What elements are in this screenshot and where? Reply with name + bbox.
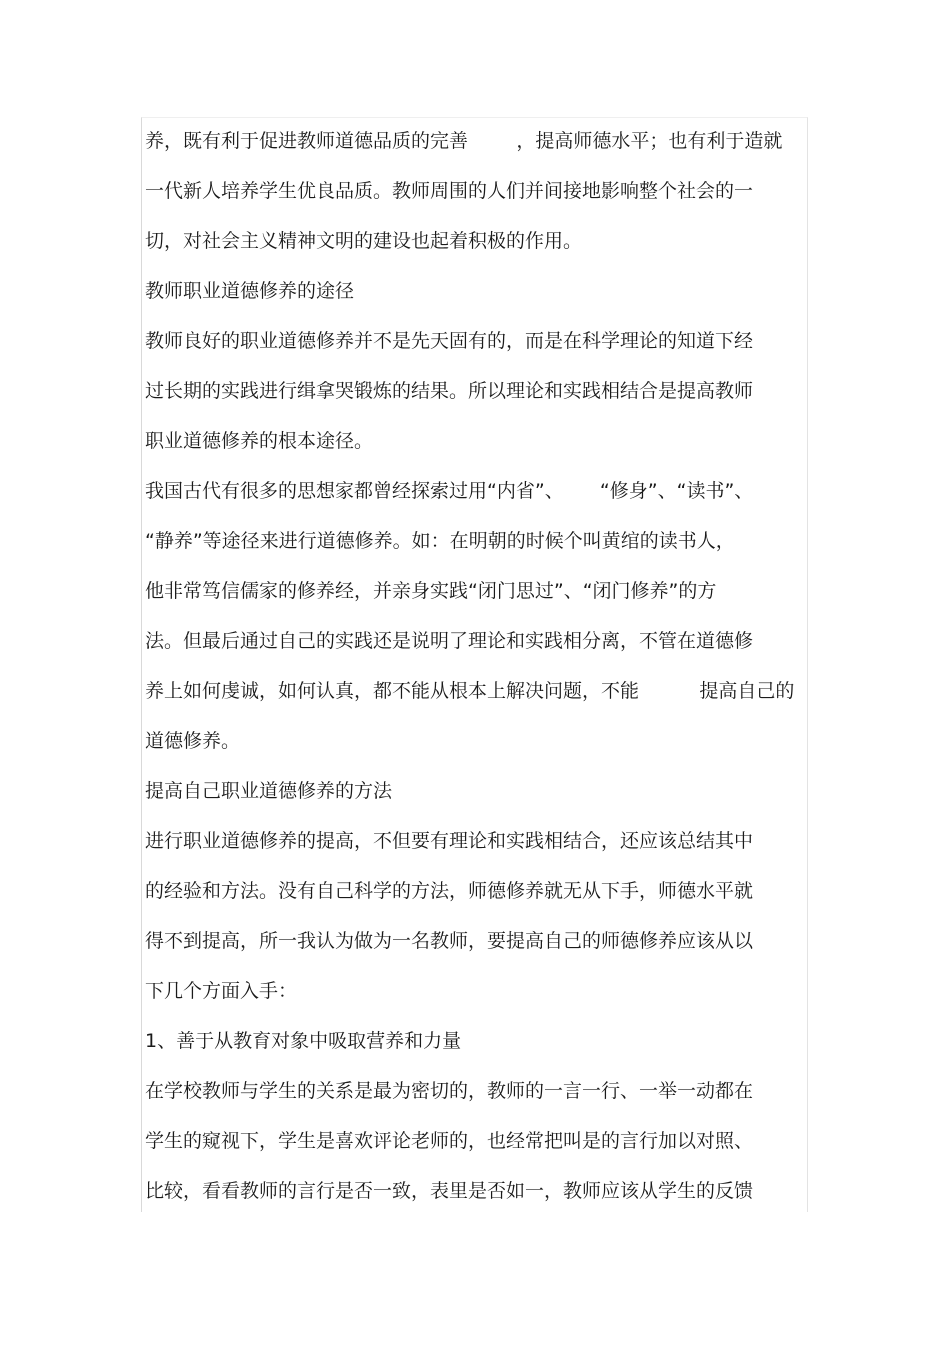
paragraph-line: 道德修养。 [145,730,241,752]
paragraph-line: 学生的窥视下，学生是喜欢评论老师的，也经常把叫是的言行加以对照、 [145,1130,754,1152]
paragraph-line: 切，对社会主义精神文明的建设也起着积极的作用。 [145,230,583,252]
paragraph-line: 一代新人培养学生优良品质。教师周围的人们并间接地影响整个社会的一 [145,180,754,202]
paragraph-line: 法。但最后通过自己的实践还是说明了理论和实践相分离，不管在道德修 [145,630,754,652]
paragraph-line: 他非常笃信儒家的修养经，并亲身实践“闭门思过”、“闭门修养”的方 [145,580,717,602]
paragraph-line: 进行职业道德修养的提高，不但要有理论和实践相结合，还应该总结其中 [145,830,754,852]
paragraph-line: 养上如何虔诚，如何认真，都不能从根本上解决问题，不能 提高自己的 [145,680,795,702]
paragraph-line: 比较，看看教师的言行是否一致，表里是否如一，教师应该从学生的反馈 [145,1180,754,1202]
section-heading: 教师职业道德修养的途径 [145,280,355,302]
paragraph-line: 下几个方面入手： [145,980,298,1002]
paragraph-line: 养，既有利于促进教师道德品质的完善 ，提高师德水平；也有利于造就 [145,130,783,152]
paragraph-line: 在学校教师与学生的关系是最为密切的，教师的一言一行、一举一动都在 [145,1080,754,1102]
paragraph-line: 过长期的实践进行缉拿哭锻炼的结果。所以理论和实践相结合是提高教师 [145,380,754,402]
paragraph-line: 职业道德修养的根本途径。 [145,430,374,452]
section-heading: 提高自己职业道德修养的方法 [145,780,393,802]
paragraph-line: 的经验和方法。没有自己科学的方法，师德修养就无从下手，师德水平就 [145,880,754,902]
paragraph-line: 得不到提高，所一我认为做为一名教师，要提高自己的师德修养应该从以 [145,930,754,952]
paragraph-line: 我国古代有很多的思想家都曾经探索过用“内省”、 “修身”、“读书”、 [145,480,754,502]
paragraph-line: “静养”等途径来进行道德修养。如：在明朝的时候个叫黄绾的读书人， [145,530,735,552]
subsection-heading: 1、善于从教育对象中吸取营养和力量 [145,1030,462,1052]
paragraph-line: 教师良好的职业道德修养并不是先天固有的，而是在科学理论的知道下经 [145,330,754,352]
